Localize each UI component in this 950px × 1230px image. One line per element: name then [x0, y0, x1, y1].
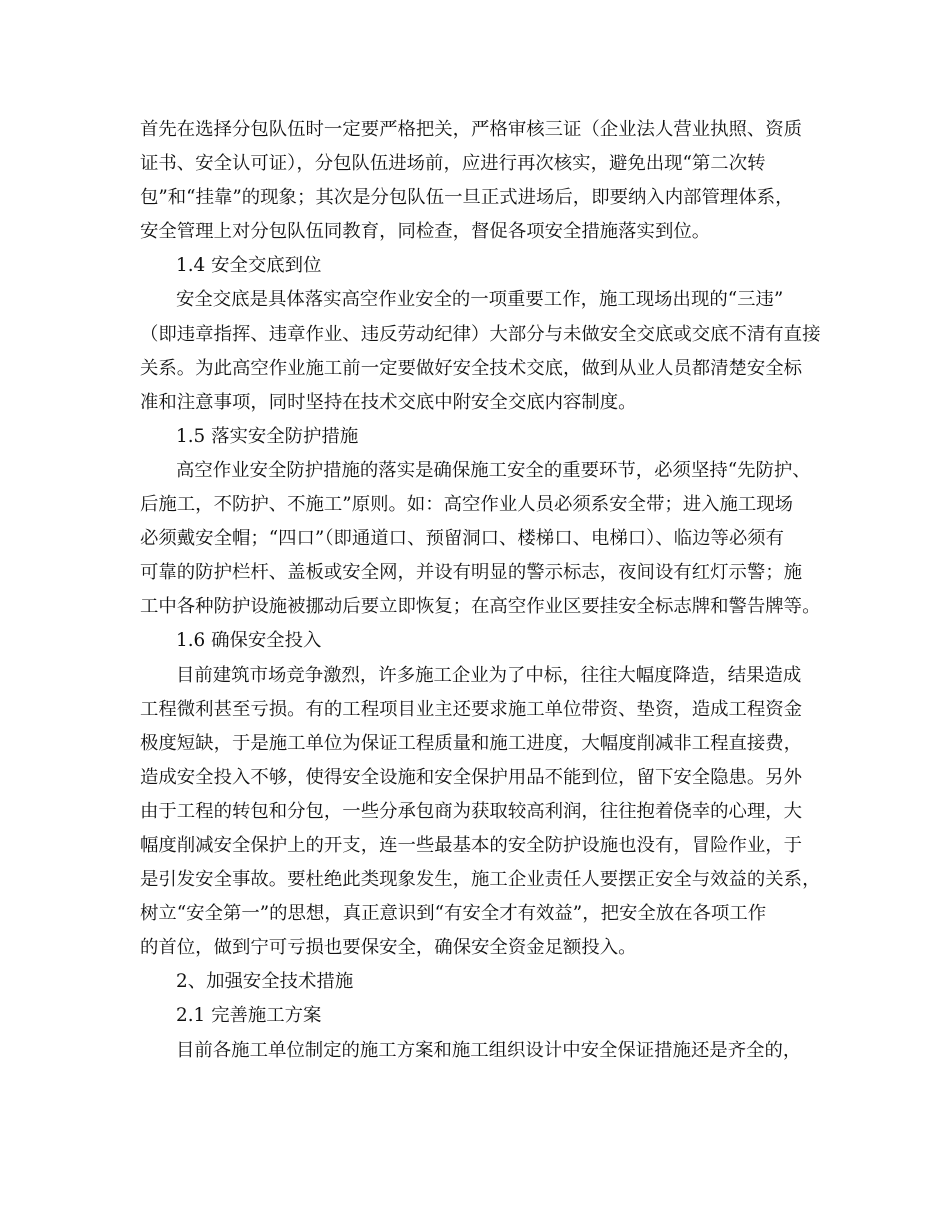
text-line: 首先在选择分包队伍时一定要严格把关，严格审核三证（企业法人营业执照、资质 [140, 119, 803, 140]
text-line: 工程微利甚至亏损。有的工程项目业主还要求施工单位带资、垫资，造成工程资金 [140, 698, 803, 720]
document-page [140, 113, 828, 1068]
text-line: 包”和“挂靠”的现象；其次是分包队伍一旦正式进场后，即要纳入内部管理体系， [140, 187, 794, 209]
text-line: 后施工，不防护、不施工”原则。如：高空作业人员必须系安全带；进入施工现场 [140, 494, 794, 516]
text-line: 幅度削减安全保护上的开支，连一些最基本的安全防护设施也没有，冒险作业，于 [140, 834, 803, 856]
text-line: 极度短缺，于是施工单位为保证工程质量和施工进度，大幅度削减非工程直接费， [140, 732, 803, 754]
text-line: 准和注意事项，同时坚持在技术交底中附安全交底内容制度。 [140, 391, 637, 413]
text-line: 关系。为此高空作业施工前一定要做好安全技术交底，做到从业人员都清楚安全标 [140, 357, 803, 379]
section-heading: 1.4 安全交底到位 [176, 255, 322, 277]
text-line: 目前各施工单位制定的施工方案和施工组织设计中安全保证措施还是齐全的， [176, 1039, 802, 1061]
section-heading: 2.1 完善施工方案 [176, 1005, 322, 1027]
text-line: 高空作业安全防护措施的落实是确保施工安全的重要环节，必须坚持“先防护、 [176, 459, 811, 481]
text-line: 是引发安全事故。要杜绝此类现象发生，施工企业责任人要摆正安全与效益的关系， [140, 869, 821, 891]
section-heading: 1.6 确保安全投入 [176, 630, 322, 652]
text-line: 可靠的防护栏杆、盖板或安全网，并设有明显的警示标志，夜间设有红灯示警；施 [140, 562, 803, 584]
text-line: （即违章指挥、违章作业、违反劳动纪律）大部分与未做安全交底或交底不清有直接 [140, 323, 821, 345]
text-line: 工中各种防护设施被挪动后要立即恢复；在高空作业区要挂安全标志牌和警告牌等。 [140, 596, 821, 618]
section-heading: 2、加强安全技术措施 [176, 971, 354, 993]
text-line: 树立“安全第一”的思想，真正意识到“有安全才有效益”，把安全放在各项工作 [140, 903, 767, 925]
text-line: 造成安全投入不够，使得安全设施和安全保护用品不能到位，留下安全隐患。另外 [140, 766, 803, 788]
text-line: 证书、安全认可证），分包队伍进场前，应进行再次核实，避免出现“第二次转 [140, 153, 766, 175]
text-line: 目前建筑市场竞争激烈，许多施工企业为了中标，往往大幅度降造，结果造成 [176, 664, 802, 686]
text-line: 安全交底是具体落实高空作业安全的一项重要工作，施工现场出现的“三违” [176, 289, 784, 311]
text-line: 安全管理上对分包队伍同教育，同检查，督促各项安全措施落实到位。 [140, 221, 711, 243]
text-line: 由于工程的转包和分包，一些分承包商为获取较高利润，往往抱着侥幸的心理，大 [140, 800, 803, 822]
text-line: 必须戴安全帽；“四口”（即通道口、预留洞口、楼梯口、电梯口）、临边等必须有 [140, 528, 785, 550]
section-heading: 1.5 落实安全防护措施 [176, 425, 359, 447]
text-line: 的首位，做到宁可亏损也要保安全，确保安全资金足额投入。 [140, 937, 637, 959]
